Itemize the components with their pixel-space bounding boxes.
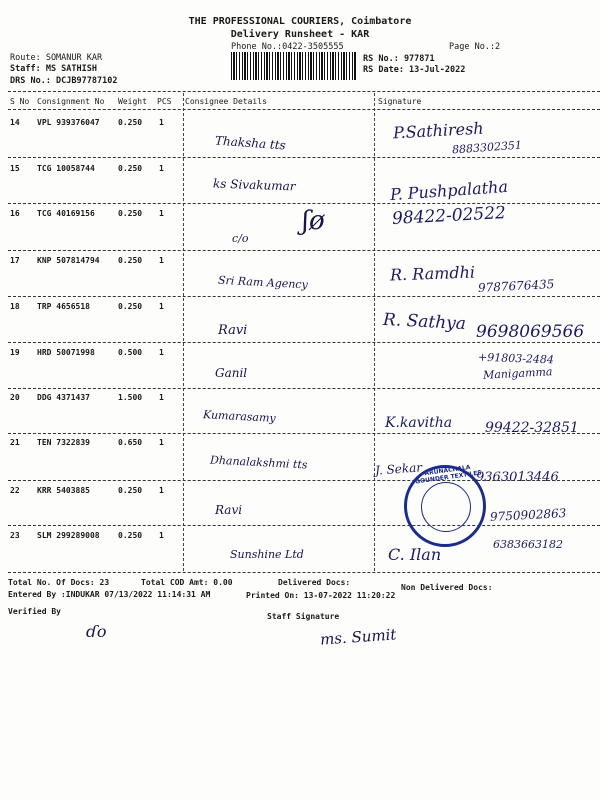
row-consignment-no: KRR 5403885 (37, 486, 90, 495)
row-sno: 14 (10, 118, 20, 127)
col-header-consignee: Consignee Details (185, 97, 267, 106)
row-weight: 0.250 (118, 164, 143, 173)
row-sno: 17 (10, 256, 20, 265)
row-consignment-no: SLM 299289008 (37, 531, 100, 540)
row-rule (8, 250, 600, 251)
col-header-consignment: Consignment No (37, 97, 105, 106)
staff-signature-label: Staff Signature (267, 612, 340, 621)
row-signature: C. Ilan (388, 545, 442, 564)
row-pcs: 1 (159, 209, 164, 218)
rs-number: RS No.: 977871 (363, 54, 435, 64)
col-header-sno: S No (10, 97, 30, 106)
phone-number: Phone No.:0422-3505555 (231, 42, 344, 52)
row-signature-note: 8883302351 (451, 138, 523, 157)
table-bottom-rule (8, 572, 600, 573)
row-signature-note: 9750902863 (489, 506, 567, 524)
row-pcs: 1 (159, 302, 164, 311)
col-header-weight: Weight (118, 97, 147, 106)
row-signature-note: +91803-2484 (477, 350, 555, 367)
row-rule (8, 388, 600, 389)
signature-column-divider (374, 93, 375, 571)
row-rule (8, 480, 600, 481)
row-signature-note: 9787676435 (477, 277, 555, 295)
total-docs: Total No. Of Docs: 23 (8, 578, 110, 587)
row-weight: 0.250 (118, 256, 143, 265)
header-bottom-rule (8, 109, 600, 110)
row-signature: Manigamma (482, 365, 553, 382)
row-sno: 20 (10, 393, 20, 402)
row-consignee-handwriting: ks Sivakumar (212, 176, 296, 194)
row-consignment-no: TCG 10058744 (37, 164, 95, 173)
row-weight: 0.250 (118, 302, 143, 311)
barcode (231, 52, 357, 80)
row-rule (8, 342, 600, 343)
row-pcs: 1 (159, 348, 164, 357)
staff-signature-handwriting: ms. Sumit (319, 625, 397, 649)
row-pcs: 1 (159, 256, 164, 265)
consignee-column-divider (183, 93, 184, 571)
non-delivered-docs: Non Delivered Docs: (401, 583, 493, 592)
row-sno: 21 (10, 438, 20, 447)
row-signature-note: 9363013446 (476, 470, 559, 485)
rs-date: RS Date: 13-Jul-2022 (363, 65, 466, 75)
row-consignee-handwriting: Ravi (215, 503, 243, 517)
row-consignee-handwriting: Ravi (218, 323, 248, 338)
col-header-signature: Signature (378, 97, 422, 106)
row-signature: R. Sathya (382, 309, 467, 335)
printed-on: Printed On: 13-07-2022 11:20:22 (246, 591, 396, 600)
header-top-rule (8, 91, 600, 92)
company-name: THE PROFESSIONAL COURIERS, Coimbatore (188, 16, 412, 27)
row-consignment-no: TRP 4656518 (37, 302, 90, 311)
staff-label: Staff: MS SATHISH (10, 64, 97, 74)
row-rule (8, 203, 600, 204)
row-rule (8, 296, 600, 297)
row-consignee-scribble: ʃø (302, 206, 325, 236)
route-label: Route: SOMANUR KAR (10, 53, 103, 63)
row-signature-note: 99422-32851 (485, 420, 579, 436)
row-signature: 98422-02522 (391, 203, 507, 229)
row-weight: 0.250 (118, 209, 143, 218)
row-signature: R. Ramdhi (389, 262, 476, 285)
delivered-docs: Delivered Docs: (278, 578, 351, 587)
row-consignment-no: TCG 40169156 (37, 209, 95, 218)
row-sno: 19 (10, 348, 20, 357)
verified-by-label: Verified By (8, 607, 61, 616)
row-signature: P.Sathiresh (392, 118, 485, 143)
row-signature: P. Pushpalatha (389, 176, 509, 205)
row-signature: J. Sekar (374, 460, 423, 478)
page-number: Page No.:2 (449, 42, 501, 52)
row-weight: 0.250 (118, 531, 143, 540)
col-header-pcs: PCS (157, 97, 172, 106)
entered-by: Entered By :INDUKAR 07/13/2022 11:14:31 AM (8, 590, 211, 599)
row-rule (8, 525, 600, 526)
row-pcs: 1 (159, 438, 164, 447)
row-consignment-no: TEN 7322839 (37, 438, 90, 447)
row-weight: 1.500 (118, 393, 143, 402)
row-consignee-handwriting: Sunshine Ltd (230, 548, 304, 561)
row-pcs: 1 (159, 393, 164, 402)
row-signature: K.kavitha (385, 415, 453, 431)
row-consignee-handwriting: Thaksha tts (214, 133, 287, 153)
row-sno: 22 (10, 486, 20, 495)
row-sno: 15 (10, 164, 20, 173)
total-cod: Total COD Amt: 0.00 (141, 578, 233, 587)
row-weight: 0.500 (118, 348, 143, 357)
row-consignee-handwriting: Dhanalakshmi tts (209, 453, 308, 472)
row-pcs: 1 (159, 164, 164, 173)
runsheet-title: Delivery Runsheet - KAR (230, 29, 370, 40)
row-sno: 16 (10, 209, 20, 218)
company-stamp (404, 465, 486, 547)
row-consignee-handwriting: Sri Ram Agency (217, 273, 309, 292)
stamp-text: ARUNACHALA GOUNDER TEXTILES (414, 463, 483, 486)
row-consignment-no: VPL 939376047 (37, 118, 100, 127)
verified-by-signature: ɗo (86, 622, 107, 641)
row-sno: 18 (10, 302, 20, 311)
row-pcs: 1 (159, 531, 164, 540)
row-weight: 0.250 (118, 118, 143, 127)
row-pcs: 1 (159, 486, 164, 495)
row-consignment-no: HRD 50071998 (37, 348, 95, 357)
row-weight: 0.650 (118, 438, 143, 447)
row-signature-note: 6383663182 (493, 538, 563, 551)
row-sno: 23 (10, 531, 20, 540)
row-consignee-handwriting: Kumarasamy (202, 408, 277, 425)
row-consignment-no: KNP 507814794 (37, 256, 100, 265)
stamp-inner-ring (421, 482, 471, 532)
row-pcs: 1 (159, 118, 164, 127)
row-consignment-no: DDG 4371437 (37, 393, 90, 402)
row-signature-note: 9698069566 (476, 322, 585, 342)
drs-number: DRS No.: DCJB97787102 (10, 76, 118, 86)
row-weight: 0.250 (118, 486, 143, 495)
row-rule (8, 157, 600, 158)
row-rule (8, 433, 600, 434)
row-consignee-handwriting: c/o (232, 232, 249, 245)
row-consignee-handwriting: Ganil (215, 366, 248, 380)
